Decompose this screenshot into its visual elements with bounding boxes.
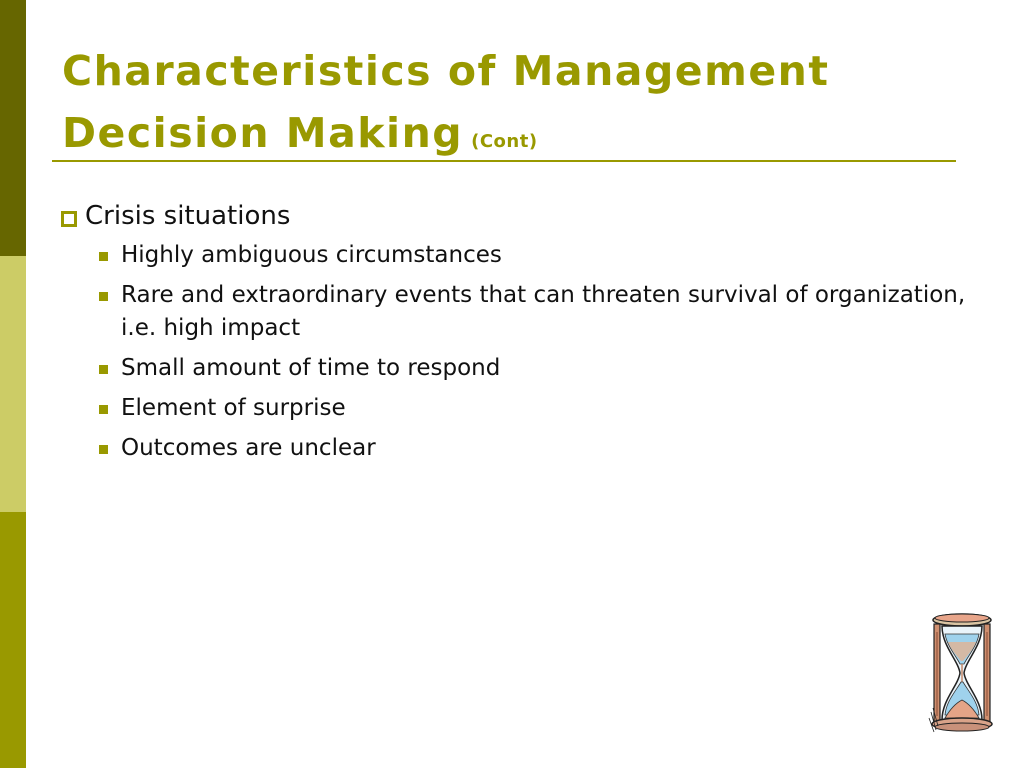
sub-bullet-list — [58, 239, 988, 465]
slide-title — [62, 40, 962, 173]
square-bullet-icon — [99, 292, 108, 301]
square-bullet-icon — [99, 252, 108, 261]
sub-bullet-text: Rare and extraordinary events that can threaten survival of organization, i.e. high impact — [121, 282, 966, 341]
side-bar-top — [0, 0, 26, 256]
sub-bullet-item — [121, 352, 988, 385]
sub-bullet-text: Highly ambiguous circumstances — [121, 242, 502, 268]
title-underline — [52, 160, 956, 162]
hollow-square-bullet-icon — [61, 211, 77, 227]
title-line-2 — [62, 102, 962, 173]
main-bullet-text: Crisis situations — [85, 201, 291, 231]
main-bullet-item — [58, 196, 988, 236]
hourglass-icon — [928, 612, 996, 734]
square-bullet-icon — [99, 445, 108, 454]
sub-bullet-text: Element of surprise — [121, 395, 346, 421]
title-suffix: (Cont) — [471, 131, 538, 152]
side-bar-middle — [0, 256, 26, 512]
sub-bullet-item — [121, 279, 988, 345]
square-bullet-icon — [99, 405, 108, 414]
sub-bullet-item — [121, 432, 988, 465]
sub-bullet-text: Small amount of time to respond — [121, 355, 501, 381]
slide-body — [58, 196, 988, 465]
sub-bullet-item — [121, 239, 988, 272]
square-bullet-icon — [99, 365, 108, 374]
sub-bullet-text: Outcomes are unclear — [121, 435, 376, 461]
sub-bullet-item — [121, 392, 988, 425]
side-bar-bottom — [0, 512, 26, 768]
title-line-1: Characteristics of Management — [62, 47, 830, 95]
title-line-2-text: Decision Making — [62, 109, 464, 157]
